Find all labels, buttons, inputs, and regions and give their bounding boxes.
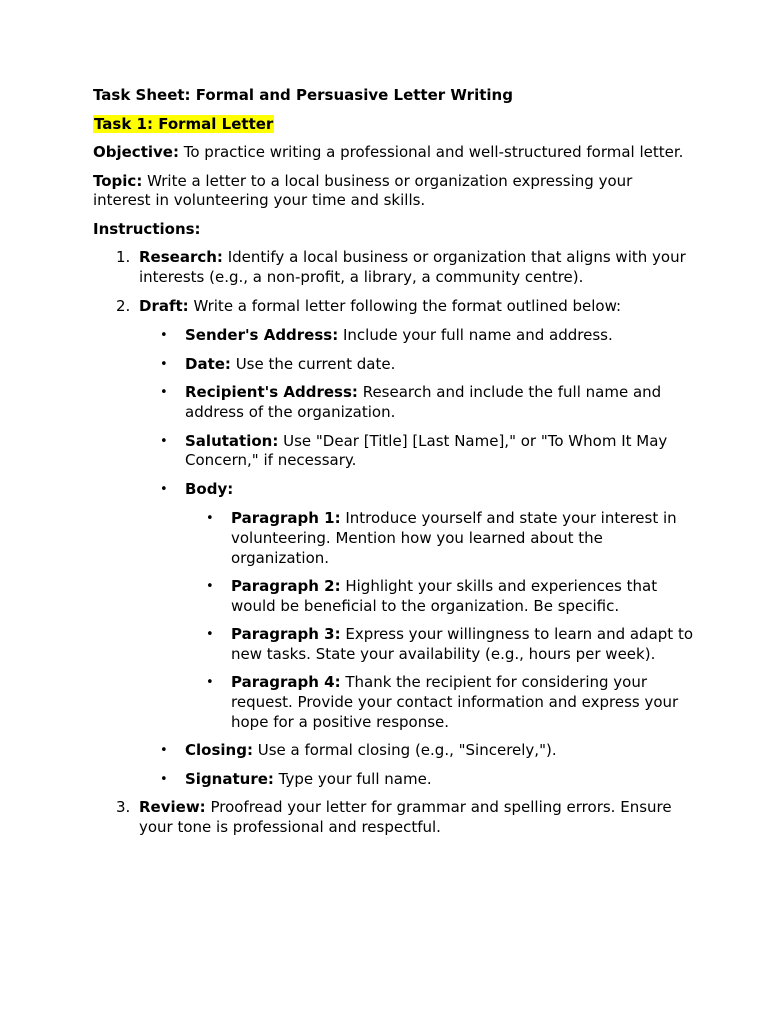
bullet-icon: • [160, 481, 168, 497]
item-label: Closing: [185, 741, 253, 760]
list-item [160, 431, 693, 471]
item-text: Use "Dear [Title] [Last Name]," or "To Whom It May Concern," if necessary. [185, 431, 668, 470]
bullet-icon: • [160, 743, 168, 759]
sub-item-text: Thank the recipient for considering your request. Provide your contact information and express your hope for a positive response. [231, 673, 679, 731]
body-paragraph-list [185, 509, 693, 732]
sub-item-label: Paragraph 1: [231, 509, 341, 528]
bullet-icon: • [206, 627, 214, 643]
sub-item-label: Paragraph 3: [231, 625, 341, 644]
item-label: Body: [185, 479, 234, 498]
sub-item-text: Introduce yourself and state your interest in volunteering. Mention how you learned about the organization. [231, 509, 677, 567]
sub-item-label: Paragraph 2: [231, 577, 341, 596]
objective-text: To practice writing a professional and well-structured formal letter. [178, 143, 684, 161]
objective-paragraph [93, 143, 693, 163]
list-item [160, 383, 693, 422]
step-text: Identify a local business or organization that aligns with your interests (e.g., a non-profit, a library, a community centre). [139, 248, 686, 286]
item-label: Recipient's Address: [185, 383, 358, 402]
topic-paragraph [93, 172, 693, 211]
item-label: Salutation: [185, 431, 279, 450]
list-item-body [160, 479, 693, 733]
step-number: 3. [116, 798, 131, 817]
step-text: Proofread your letter for grammar and spelling errors. Ensure your tone is professional and respectful. [139, 798, 672, 837]
bullet-icon: • [206, 579, 214, 595]
bullet-icon: • [160, 356, 168, 372]
instructions-heading [93, 220, 693, 240]
bullet-icon: • [160, 433, 168, 449]
step-label: Draft: [139, 296, 189, 315]
bullet-icon: • [160, 328, 168, 344]
topic-text: Write a letter to a local business or organization expressing your interest in volunteering your time and skills. [93, 171, 633, 210]
sub-list-item [206, 673, 693, 732]
document-page [93, 85, 693, 847]
objective-label: Objective: [93, 143, 179, 161]
step-number: 1. [116, 248, 131, 267]
sub-list-item [206, 509, 693, 568]
step-research [116, 248, 693, 287]
instructions-label: Instructions: [93, 219, 201, 238]
list-item [160, 741, 693, 761]
sub-list-item [206, 577, 693, 616]
bullet-icon: • [206, 675, 214, 691]
instructions-list [93, 248, 693, 837]
step-label: Review: [139, 798, 206, 817]
sub-item-text: Express your willingness to learn and adapt to new tasks. State your availability (e.g., hours per week). [231, 625, 693, 663]
task-heading [93, 114, 693, 134]
item-text: Use a formal closing (e.g., "Sincerely,"). [252, 741, 557, 760]
list-item [160, 354, 693, 375]
step-draft [116, 296, 693, 790]
item-text: Type your full name. [273, 769, 432, 788]
list-item [160, 769, 693, 790]
draft-format-list [139, 326, 693, 789]
topic-label: Topic: [93, 171, 143, 190]
bullet-icon: • [206, 511, 214, 527]
list-item [160, 326, 693, 346]
item-label: Date: [185, 354, 231, 373]
item-text: Research and include the full name and address of the organization. [185, 383, 662, 421]
item-label: Signature: [185, 769, 274, 788]
item-label: Sender's Address: [185, 326, 339, 345]
sub-list-item [206, 625, 693, 664]
bullet-icon: • [160, 771, 168, 787]
bullet-icon: • [160, 385, 168, 401]
item-text: Use the current date. [230, 354, 396, 373]
document-title: Task Sheet: Formal and Persuasive Letter Writing [93, 86, 513, 104]
step-text: Write a formal letter following the format outlined below: [188, 296, 622, 315]
item-text: Include your full name and address. [338, 326, 613, 345]
sub-item-label: Paragraph 4: [231, 673, 341, 692]
step-label: Research: [139, 248, 223, 267]
step-number: 2. [116, 296, 131, 315]
task-heading-highlight: Task 1: Formal Letter [94, 115, 274, 133]
sub-item-text: Highlight your skills and experiences that would be beneficial to the organization. Be specific. [231, 577, 658, 615]
step-review [116, 798, 693, 837]
